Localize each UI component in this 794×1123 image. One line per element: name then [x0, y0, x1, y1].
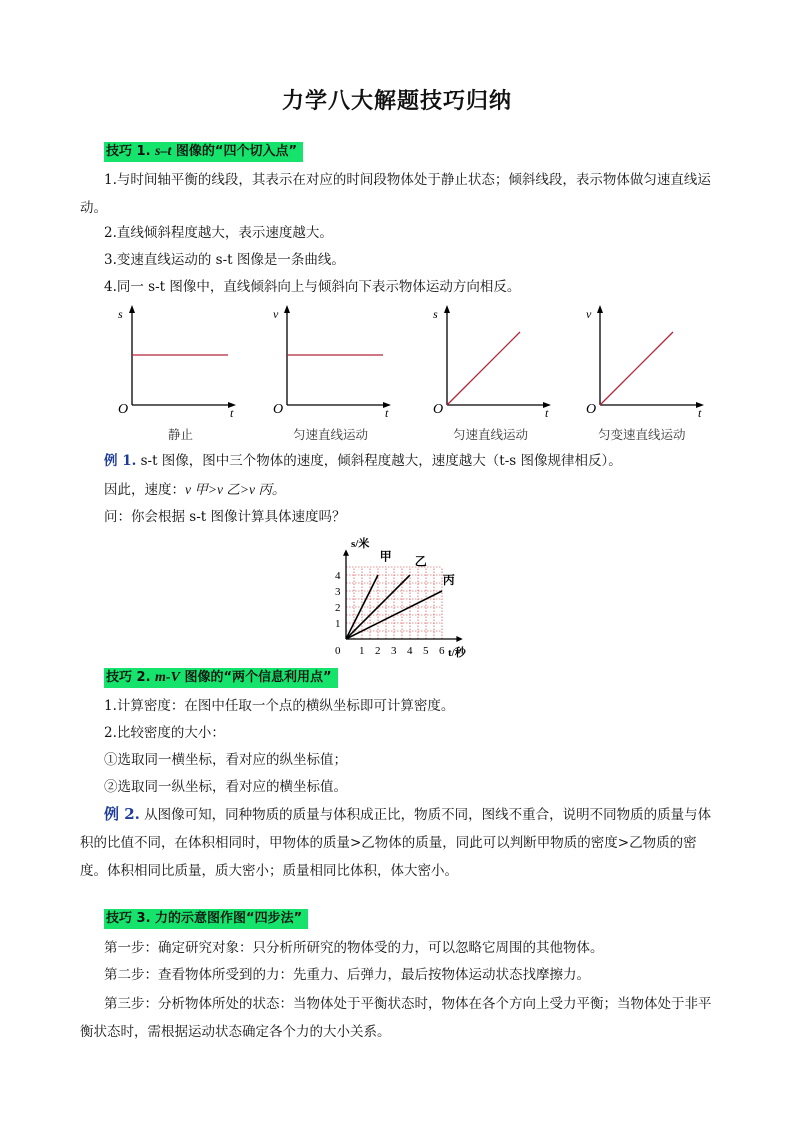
tip2-label: 技巧 2. [106, 670, 156, 685]
x-tick-label: 2 [375, 645, 381, 657]
y-axis-label: s/米 [351, 538, 370, 550]
tip1-graph: s–t [155, 144, 172, 159]
graph-variable-vt [586, 305, 704, 442]
y-tick-label: 1 [335, 618, 341, 630]
graph-line [447, 332, 520, 405]
y-tick-label: 2 [335, 602, 341, 614]
tip1-item-2: 2.直线倾斜程度越大，表示速度越大。 [104, 225, 333, 241]
x-tick-label: 1 [359, 645, 365, 657]
graph-static [118, 305, 236, 442]
tip1-graphs [110, 300, 720, 450]
x-tick-label: 5 [423, 645, 429, 657]
x-axis-label: t [545, 406, 549, 420]
tip1-item-1: 1.与时间轴平衡的线段，其表示在对应的时间段物体处于静止状态；倾斜线段，表示物体做匀速直线运动。 [80, 172, 711, 216]
example-2 [80, 800, 720, 885]
origin-label: O [118, 402, 129, 417]
graph-line [600, 332, 673, 405]
y-axis-label: s [118, 307, 123, 321]
y-axis-label: v [586, 307, 592, 321]
example-1 [104, 448, 622, 474]
tip2-heading [104, 668, 338, 688]
tip1-tail: 图像的“四个切入点” [171, 144, 298, 159]
x-axis-arrow [456, 636, 462, 642]
graph-caption: 静止 [168, 427, 194, 442]
x-tick-label: 3 [391, 645, 397, 657]
origin-label: 0 [335, 645, 341, 657]
tip1-label: 技巧 1. [106, 144, 156, 159]
example-1-text: s-t 图像，图中三个物体的速度，倾斜程度越大，速度越大（t-s 图像规律相反）。 [136, 453, 622, 469]
x-axis-label: t [230, 406, 234, 420]
example-2-text: 从图像可知，同种物质的质量与体积成正比，物质不同，图线不重合，说明不同物质的质量与体积的比值不同，在体积相同时，甲物体的质量>乙物体的质量，同此可以判断甲物质的密度>乙物质的密度。体积相同比质量，质大密小；质量相同比体积，体大密小。 [80, 807, 712, 879]
tip2-item-2: 2.比较密度的大小： [104, 725, 225, 741]
tip3-label: 技巧 3. 力的示意图作图“四步法” [106, 911, 303, 926]
conclusion [104, 477, 285, 503]
graph-uniform-st [433, 305, 551, 442]
tip3-step-3: 第三步：分析物体所处的状态：当物体处于平衡状态时，物体在各个方向上受力平衡；当物体处于非平衡状态时，需根据运动状态确定各个力的大小关系。 [80, 996, 712, 1040]
example-2-label: 例 2. [104, 805, 140, 823]
example-1-label: 例 1. [104, 453, 137, 469]
y-tick-label: 3 [335, 586, 341, 598]
tip1-item-3: 3.变速直线运动的 s-t 图像是一条曲线。 [104, 252, 345, 268]
tip1-item-4: 4.同一 s-t 图像中，直线倾斜向上与倾斜向下表示物体运动方向相反。 [104, 279, 521, 295]
tip3-heading [104, 909, 308, 929]
page-title: 力学八大解题技巧归纳 [281, 89, 512, 114]
graph-caption: 匀速直线运动 [453, 427, 529, 442]
x-axis-label: t/秒 [448, 647, 466, 659]
graph-caption: 匀速直线运动 [293, 427, 369, 442]
series-label: 乙 [414, 554, 427, 569]
tip3-step-1: 第一步：确定研究对象：只分析所研究的物体受的力，可以忽略它周围的其他物体。 [104, 940, 604, 956]
y-axis-label: v [273, 307, 279, 321]
origin-label: O [433, 402, 444, 417]
tip2-graph: m-V [155, 670, 180, 685]
x-tick-label: 6 [439, 645, 445, 657]
question: 问：你会根据 s-t 图像计算具体速度吗？ [104, 509, 346, 525]
conclusion-value: v 甲>v 乙>v 丙。 [185, 482, 286, 497]
tip3-step-2: 第二步：查看物体所受到的力：先重力、后弹力，最后按物体运动状态找摩擦力。 [104, 967, 590, 983]
series-label: 甲 [379, 549, 392, 564]
x-axis-label: t [698, 406, 702, 420]
tip2-item-1: 1.计算密度：在图中任取一个点的横纵坐标即可计算密度。 [104, 698, 455, 714]
y-tick-label: 4 [335, 570, 341, 582]
x-axis-label: t [385, 406, 389, 420]
tip2-item-3: ①选取同一横坐标，看对应的纵坐标值； [104, 752, 347, 768]
origin-label: O [586, 402, 597, 417]
st-chart [322, 535, 494, 663]
graph-caption: 匀变速直线运动 [598, 427, 686, 442]
origin-label: O [273, 402, 284, 417]
conclusion-prefix: 因此，速度： [104, 482, 185, 498]
y-axis-arrow [343, 549, 349, 555]
y-axis-label: s [433, 307, 438, 321]
x-tick-label: 4 [407, 645, 413, 657]
tip2-tail: 图像的“两个信息利用点” [179, 670, 332, 685]
graph-uniform-vt [273, 305, 391, 442]
tip1-heading [104, 142, 303, 162]
tip2-item-4: ②选取同一纵坐标，看对应的横坐标值。 [104, 779, 347, 795]
series-label: 丙 [442, 572, 455, 587]
